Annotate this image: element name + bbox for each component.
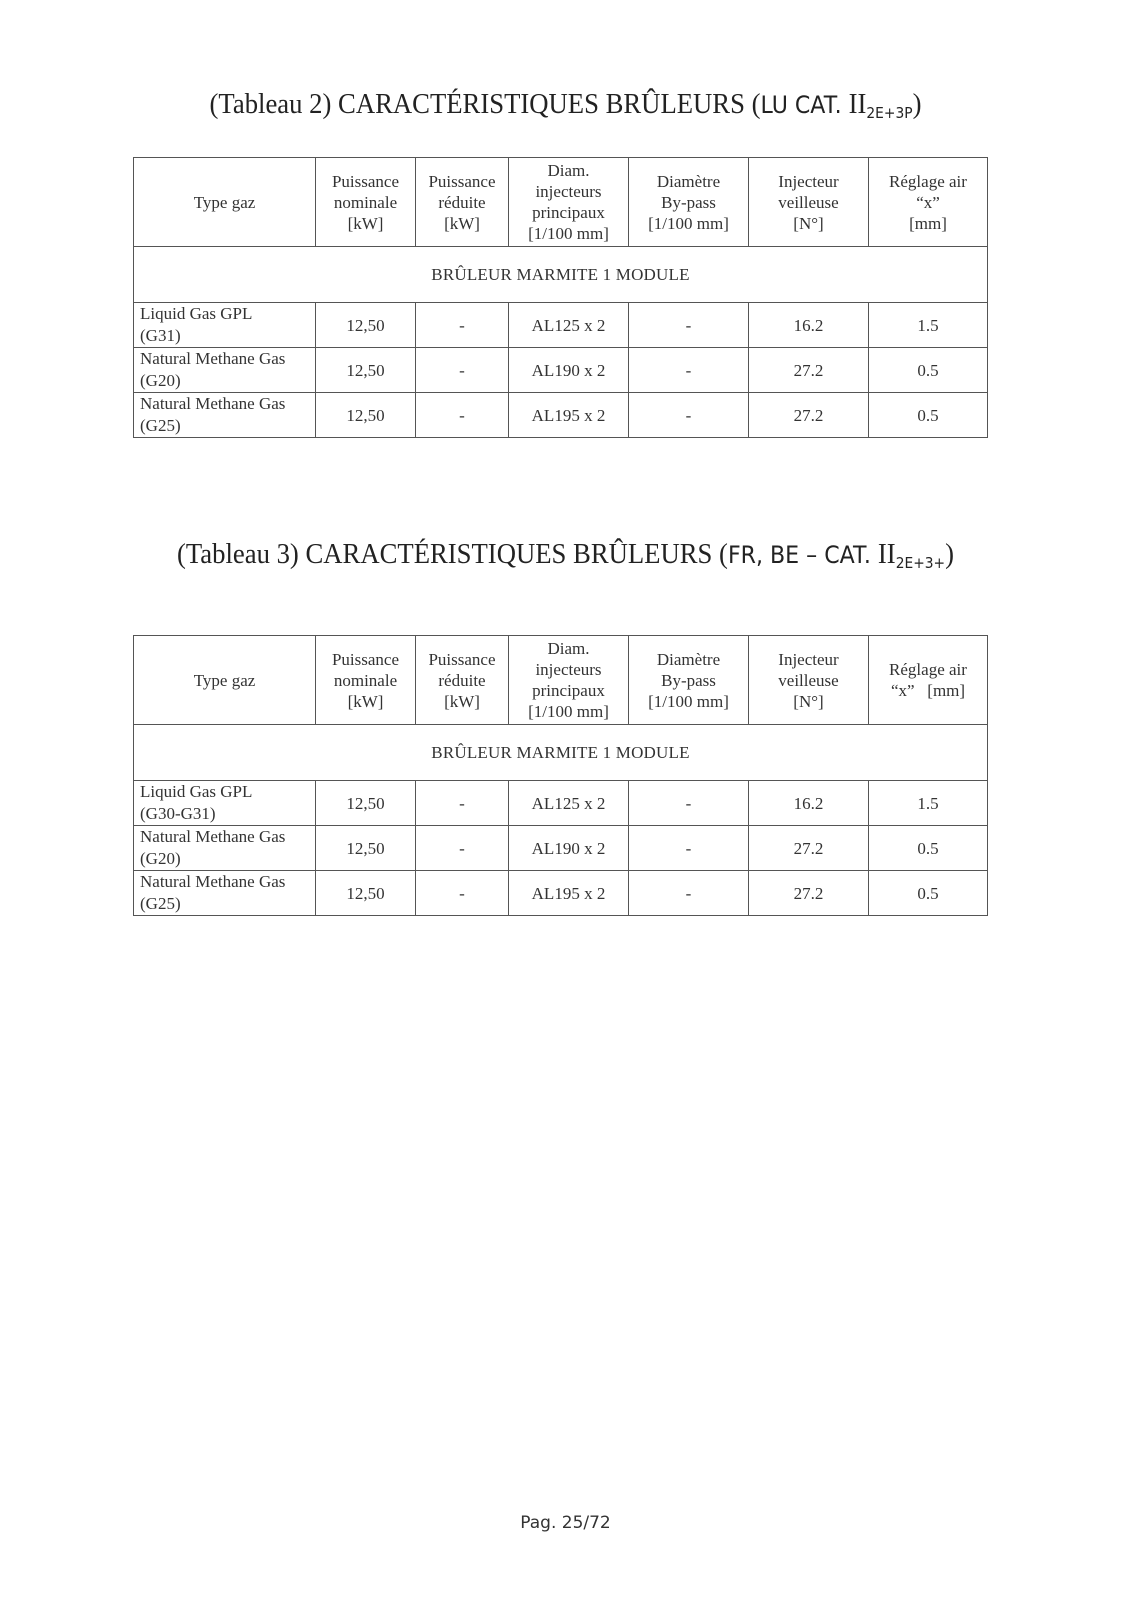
burner-table-2: [133, 157, 988, 438]
reduced-power-cell: -: [416, 871, 509, 916]
table-row: [134, 826, 988, 871]
air-adjustment-cell: 1.5: [869, 303, 988, 348]
pilot-injector-cell: 27.2: [749, 871, 869, 916]
burner-table-3: [133, 635, 988, 916]
gas-type-cell: Liquid Gas GPL (G30-G31): [134, 781, 316, 826]
bypass-cell: -: [629, 871, 749, 916]
section-label: BRÛLEUR MARMITE 1 MODULE: [134, 247, 988, 303]
title-category: II: [848, 88, 867, 120]
header-nominal-power: Puissance nominale [kW]: [316, 636, 416, 725]
title-prefix: (Tableau 3) CARACTÉRISTIQUES BRÛLEURS (: [176, 538, 728, 570]
reduced-power-cell: -: [416, 348, 509, 393]
reduced-power-cell: -: [416, 826, 509, 871]
air-adjustment-cell: 0.5: [869, 348, 988, 393]
bypass-cell: -: [629, 393, 749, 438]
title-category-subscript: 2E+3P: [866, 104, 913, 122]
pilot-injector-cell: 27.2: [749, 348, 869, 393]
gas-type-cell: Natural Methane Gas (G20): [134, 826, 316, 871]
header-reduced-power: Puissance réduite [kW]: [416, 158, 509, 247]
pilot-injector-cell: 27.2: [749, 826, 869, 871]
bypass-cell: -: [629, 781, 749, 826]
main-injectors-cell: AL195 x 2: [509, 871, 629, 916]
table-3-title: [45, 538, 1086, 572]
main-injectors-cell: AL125 x 2: [509, 781, 629, 826]
title-prefix: (Tableau 2) CARACTÉRISTIQUES BRÛLEURS (: [209, 88, 761, 120]
air-adjustment-cell: 0.5: [869, 826, 988, 871]
pilot-injector-cell: 16.2: [749, 781, 869, 826]
header-bypass: Diamètre By-pass [1/100 mm]: [629, 636, 749, 725]
main-injectors-cell: AL125 x 2: [509, 303, 629, 348]
gas-type-cell: Natural Methane Gas (G25): [134, 871, 316, 916]
table-row: [134, 781, 988, 826]
reduced-power-cell: -: [416, 303, 509, 348]
pilot-injector-cell: 27.2: [749, 393, 869, 438]
nominal-power-cell: 12,50: [316, 303, 416, 348]
header-pilot-injector: Injecteur veilleuse [N°]: [749, 158, 869, 247]
table-row: [134, 303, 988, 348]
header-bypass: Diamètre By-pass [1/100 mm]: [629, 158, 749, 247]
air-adjustment-cell: 0.5: [869, 393, 988, 438]
air-adjustment-cell: 0.5: [869, 871, 988, 916]
table-2-title: [45, 88, 1086, 122]
gas-type-cell: Natural Methane Gas (G25): [134, 393, 316, 438]
title-suffix: ): [945, 538, 955, 570]
header-air-adjustment: Réglage air “x” [mm]: [869, 158, 988, 247]
nominal-power-cell: 12,50: [316, 826, 416, 871]
bypass-cell: -: [629, 303, 749, 348]
header-main-injectors: Diam. injecteurs principaux [1/100 mm]: [509, 158, 629, 247]
section-row: [134, 247, 988, 303]
header-gas-type: Type gaz: [134, 158, 316, 247]
table-row: [134, 871, 988, 916]
header-row: [134, 158, 988, 247]
nominal-power-cell: 12,50: [316, 781, 416, 826]
header-main-injectors: Diam. injecteurs principaux [1/100 mm]: [509, 636, 629, 725]
header-gas-type: Type gaz: [134, 636, 316, 725]
header-nominal-power: Puissance nominale [kW]: [316, 158, 416, 247]
header-reduced-power: Puissance réduite [kW]: [416, 636, 509, 725]
reduced-power-cell: -: [416, 393, 509, 438]
header-row: [134, 636, 988, 725]
nominal-power-cell: 12,50: [316, 348, 416, 393]
main-injectors-cell: AL190 x 2: [509, 348, 629, 393]
title-country: FR, BE – CAT.: [727, 541, 878, 569]
title-category-subscript: 2E+3+: [895, 554, 946, 572]
reduced-power-cell: -: [416, 781, 509, 826]
gas-type-cell: Natural Methane Gas (G20): [134, 348, 316, 393]
bypass-cell: -: [629, 826, 749, 871]
page-number: Pag. 25/72: [520, 1513, 611, 1533]
title-category: II: [877, 538, 896, 570]
air-adjustment-cell: 1.5: [869, 781, 988, 826]
pilot-injector-cell: 16.2: [749, 303, 869, 348]
title-country: LU CAT.: [760, 91, 849, 119]
main-injectors-cell: AL195 x 2: [509, 393, 629, 438]
nominal-power-cell: 12,50: [316, 393, 416, 438]
table-row: [134, 393, 988, 438]
section-row: [134, 725, 988, 781]
header-air-adjustment: Réglage air “x” [mm]: [869, 636, 988, 725]
gas-type-cell: Liquid Gas GPL (G31): [134, 303, 316, 348]
header-pilot-injector: Injecteur veilleuse [N°]: [749, 636, 869, 725]
title-suffix: ): [912, 88, 922, 120]
nominal-power-cell: 12,50: [316, 871, 416, 916]
main-injectors-cell: AL190 x 2: [509, 826, 629, 871]
table-row: [134, 348, 988, 393]
bypass-cell: -: [629, 348, 749, 393]
section-label: BRÛLEUR MARMITE 1 MODULE: [134, 725, 988, 781]
